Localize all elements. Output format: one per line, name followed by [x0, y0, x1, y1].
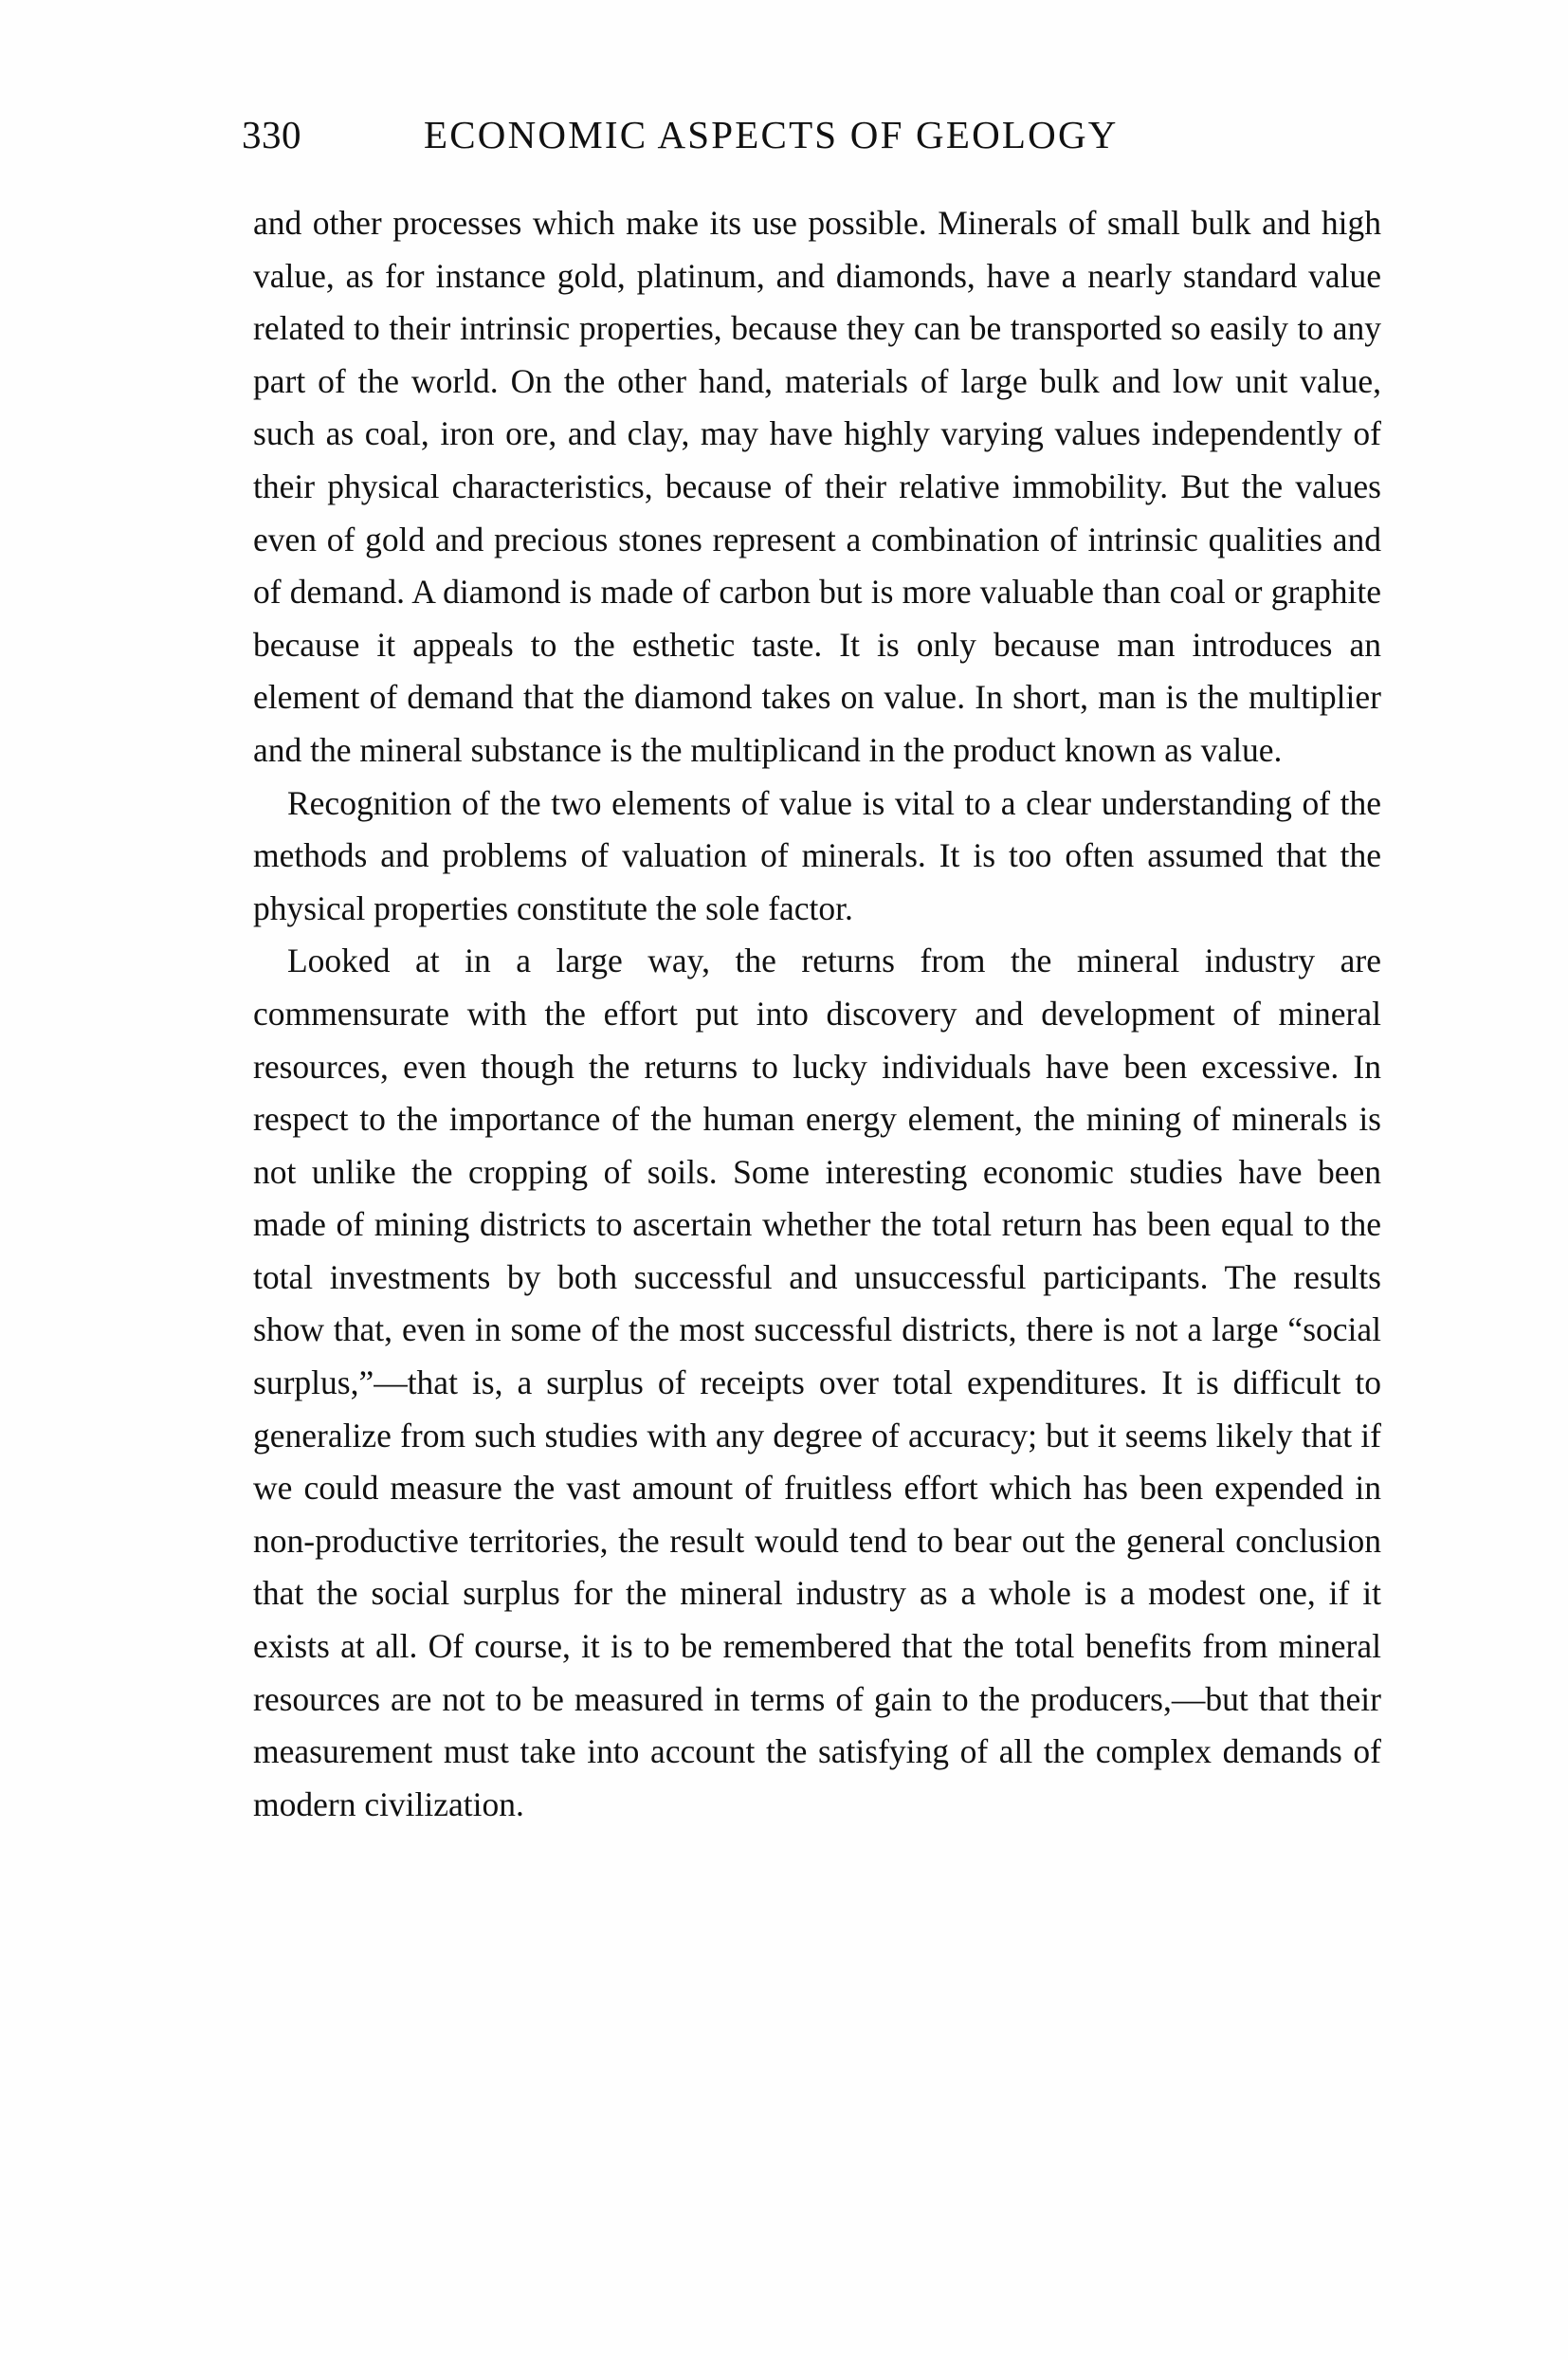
running-head-title: ECONOMIC ASPECTS OF GEOLOGY [424, 113, 1119, 156]
paragraph-3: Looked at in a large way, the returns from the mineral industry are commensurate with the effort put into discovery and development of mineral resources, even though the returns to lucky individuals have been excessive. In respect to the importance of the human energy element, the mining of minerals is not unlike the cropping of soils. Some interesting economic studies have been made of mining districts to ascertain whether the total return has been equal to the total investments by both successful and unsuccessful participants. The results show that, even in some of the most successful districts, there is not a large “social surplus,”—that is, a surplus of receipts over total expenditures. It is difficult to generalize from such studies with any degree of accuracy; but it seems likely that if we could measure the vast amount of fruitless effort which has been expended in non-productive territories, the result would tend to bear out the general conclusion that the social surplus for the mineral industry as a whole is a modest one, if it exists at all. Of course, it is to be remembered that the total benefits from mineral resources are not to be measured in terms of gain to the producers,—but that their measurement must take into account the satisfying of all the complex demands of modern civilization. [253, 942, 1381, 1823]
page-number: 330 [242, 113, 301, 156]
paragraph-2: Recognition of the two elements of value is vital to a clear understanding of the methods and problems of valuation of minerals. It is too often assumed that the physical properties constitute the sole factor. [253, 783, 1381, 927]
body-text [253, 197, 1381, 1831]
page-content [242, 112, 1403, 1831]
running-head [242, 112, 1403, 161]
paragraph-1: and other processes which make its use possible. Minerals of small bulk and high value, as for instance gold, platinum, and diamonds, have a nearly standard value related to their intrinsic properties, because they can be transported so easily to any part of the world. On the other hand, materials of large bulk and low unit value, such as coal, iron ore, and clay, may have highly varying values independently of their physical characteristics, because of their relative immobility. But the values even of gold and precious stones represent a combination of intrinsic qualities and of demand. A diamond is made of carbon but is more valuable than coal or graphite because it appeals to the esthetic taste. It is only because man introduces an element of demand that the diamond takes on value. In short, man is the multiplier and the mineral substance is the multiplicand in the product known as value. [253, 204, 1381, 769]
